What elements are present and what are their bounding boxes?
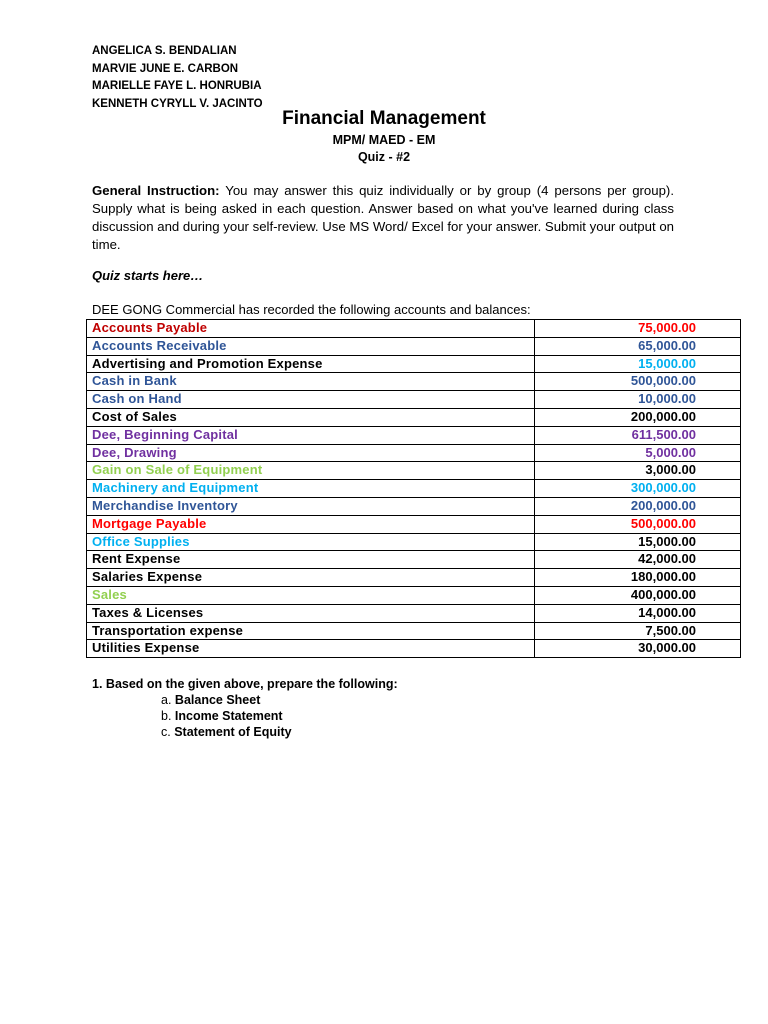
account-name: Salaries Expense: [87, 569, 535, 587]
account-name: Gain on Sale of Equipment: [87, 462, 535, 480]
item-letter: c.: [161, 725, 171, 739]
account-amount: 75,000.00: [535, 320, 741, 338]
account-row: [87, 533, 741, 551]
account-amount: 14,000.00: [535, 604, 741, 622]
account-row: [87, 515, 741, 533]
account-amount: 200,000.00: [535, 497, 741, 515]
account-name: Office Supplies: [87, 533, 535, 551]
account-row: [87, 355, 741, 373]
account-name: Taxes & Licenses: [87, 604, 535, 622]
account-amount: 5,000.00: [535, 444, 741, 462]
instruction-label: General Instruction:: [92, 183, 220, 198]
item-label: Balance Sheet: [174, 693, 261, 707]
account-row: [87, 426, 741, 444]
account-row: [87, 408, 741, 426]
account-name: Dee, Beginning Capital: [87, 426, 535, 444]
document-title: Financial Management: [282, 108, 486, 129]
account-amount: 611,500.00: [535, 426, 741, 444]
item-label: Statement of Equity: [174, 725, 292, 739]
account-name: Mortgage Payable: [87, 515, 535, 533]
accounts-table: [86, 319, 741, 658]
account-amount: 180,000.00: [535, 569, 741, 587]
account-name: Cost of Sales: [87, 408, 535, 426]
account-name: Rent Expense: [87, 551, 535, 569]
item-label: Income Statement: [174, 709, 283, 723]
account-name: Advertising and Promotion Expense: [87, 355, 535, 373]
author-name: ANGELICA S. BENDALIAN: [92, 45, 237, 57]
account-name: Utilities Expense: [87, 640, 535, 658]
account-amount: 42,000.00: [535, 551, 741, 569]
account-row: [87, 604, 741, 622]
account-amount: 500,000.00: [535, 515, 741, 533]
account-name: Accounts Receivable: [87, 337, 535, 355]
account-amount: 7,500.00: [535, 622, 741, 640]
question-item: [161, 709, 283, 723]
account-amount: 200,000.00: [535, 408, 741, 426]
account-name: Sales: [87, 586, 535, 604]
quiz-label: Quiz - #2: [357, 150, 411, 164]
account-amount: 10,000.00: [535, 391, 741, 409]
author-name: KENNETH CYRYLL V. JACINTO: [92, 97, 263, 110]
account-amount: 3,000.00: [535, 462, 741, 480]
author-name: MARIELLE FAYE L. HONRUBIA: [92, 80, 262, 92]
account-name: Machinery and Equipment: [87, 480, 535, 498]
account-amount: 30,000.00: [535, 640, 741, 658]
question-text: Based on the given above, prepare the following:: [102, 677, 398, 691]
account-row: [87, 391, 741, 409]
account-amount: 65,000.00: [535, 337, 741, 355]
question-item: [161, 693, 260, 707]
quiz-start-label: Quiz starts here…: [92, 268, 204, 283]
account-row: [87, 444, 741, 462]
account-name: Accounts Payable: [87, 320, 535, 338]
account-name: Merchandise Inventory: [87, 497, 535, 515]
course-subtitle: MPM/ MAED - EM: [332, 133, 436, 147]
accounts-intro: DEE GONG Commercial has recorded the following accounts and balances:: [92, 302, 531, 317]
item-letter: b.: [161, 709, 172, 723]
question-item: [161, 725, 292, 739]
account-amount: 15,000.00: [535, 355, 741, 373]
account-row: [87, 320, 741, 338]
account-amount: 400,000.00: [535, 586, 741, 604]
account-row: [87, 622, 741, 640]
instruction-text: You may answer this quiz individually or by group (4 persons per group). Supply what is being asked in each question. Answer based on what you've learned during class discussion and during your self-review. Use MS Word/ Excel for your answer. Submit your output on time.: [92, 183, 674, 252]
account-row: [87, 497, 741, 515]
account-row: [87, 462, 741, 480]
account-row: [87, 337, 741, 355]
account-row: [87, 373, 741, 391]
account-amount: 300,000.00: [535, 480, 741, 498]
account-row: [87, 480, 741, 498]
account-name: Cash on Hand: [87, 391, 535, 409]
account-amount: 500,000.00: [535, 373, 741, 391]
account-row: [87, 569, 741, 587]
account-row: [87, 551, 741, 569]
account-amount: 15,000.00: [535, 533, 741, 551]
item-letter: a.: [161, 693, 172, 707]
account-name: Transportation expense: [87, 622, 535, 640]
general-instruction: [92, 182, 674, 254]
account-name: Cash in Bank: [87, 373, 535, 391]
account-name: Dee, Drawing: [87, 444, 535, 462]
question-number: 1.: [92, 677, 103, 691]
question-1: [92, 677, 398, 691]
author-name: MARVIE JUNE E. CARBON: [92, 62, 239, 75]
author-list: [92, 43, 263, 113]
account-row: [87, 586, 741, 604]
account-row: [87, 640, 741, 658]
